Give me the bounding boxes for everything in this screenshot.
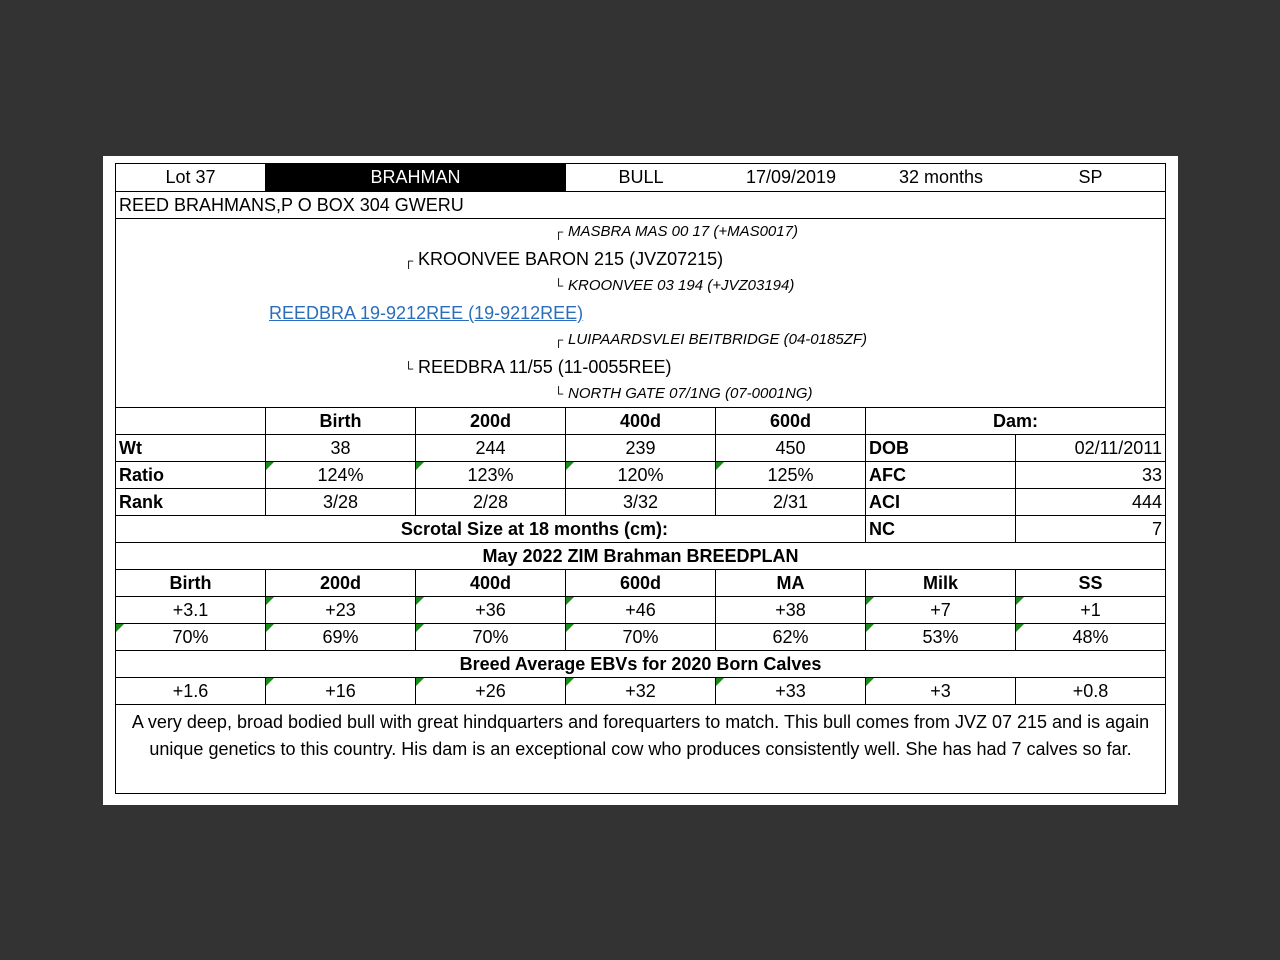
rank-value: 3/32 <box>566 489 716 515</box>
weights-header: 600d <box>716 408 866 434</box>
ratio-value: 124% <box>266 462 416 488</box>
dam-sire-name: LUIPAARDSVLEI BEITBRIDGE (04-0185ZF) <box>568 331 867 348</box>
bracket-top-icon: ┌ <box>404 253 414 268</box>
dam-value: 02/11/2011 <box>1074 438 1162 458</box>
pedigree-dam <box>404 355 671 381</box>
bracket-top-icon: ┌ <box>554 332 564 347</box>
breeder-row <box>116 192 1165 219</box>
bracket-bottom-icon: └ <box>554 386 564 401</box>
row-label: Rank <box>116 489 266 515</box>
sire-dam-name: KROONVEE 03 194 (+JVZ03194) <box>568 277 795 294</box>
weight-value: 244 <box>416 435 566 461</box>
accuracy-value: 53% <box>866 624 1016 650</box>
dam-value: 33 <box>1141 465 1162 485</box>
weights-corner <box>116 408 266 434</box>
weight-value: 38 <box>266 435 416 461</box>
average-value: +1.6 <box>116 678 266 704</box>
dam-dam-name: NORTH GATE 07/1NG (07-0001NG) <box>568 385 813 402</box>
row-label: Wt <box>116 435 266 461</box>
rank-row <box>116 489 1165 516</box>
ebv-header: Birth <box>116 570 266 596</box>
average-value: +32 <box>566 678 716 704</box>
bracket-bottom-icon: └ <box>554 278 564 293</box>
breedplan-title-row <box>116 543 1165 570</box>
average-value: +0.8 <box>1072 681 1109 701</box>
dam-value: 444 <box>1131 492 1162 512</box>
accuracy-value: 70% <box>116 624 266 650</box>
rank-value: 3/28 <box>266 489 416 515</box>
dam-title: Dam: <box>992 411 1038 431</box>
dam-label: NC <box>866 516 1016 542</box>
ebv-header: MA <box>716 570 866 596</box>
weights-header: 200d <box>416 408 566 434</box>
ebv-header: Milk <box>866 570 1016 596</box>
pedigree-sire <box>404 247 723 273</box>
average-value: +33 <box>716 678 866 704</box>
ebv-header: SS <box>1078 573 1103 593</box>
breed-average-title-row <box>116 651 1165 678</box>
accuracy-value: 70% <box>416 624 566 650</box>
bracket-bottom-icon: └ <box>404 361 414 376</box>
ebv-value: +3.1 <box>116 597 266 623</box>
pedigree-sire-dam <box>554 276 794 296</box>
scrotal-label: Scrotal Size at 18 months (cm): <box>400 519 668 539</box>
ebv-value: +7 <box>866 597 1016 623</box>
weights-header: Birth <box>266 408 416 434</box>
dam-value: 7 <box>1151 519 1162 539</box>
sex: BULL <box>618 167 664 187</box>
header-row <box>116 164 1165 192</box>
breed-name: BRAHMAN <box>266 164 566 191</box>
breeder-address: REED BRAHMANS,P O BOX 304 GWERU <box>119 195 464 215</box>
lot-card <box>115 163 1166 794</box>
ebv-header: 600d <box>566 570 716 596</box>
pedigree-sire-sire <box>554 222 798 242</box>
ratio-value: 125% <box>716 462 866 488</box>
age: 32 months <box>898 167 984 187</box>
bracket-top-icon: ┌ <box>554 224 564 239</box>
ebv-value: +36 <box>416 597 566 623</box>
dam-label: ACI <box>866 489 1016 515</box>
dam-label: AFC <box>866 462 1016 488</box>
accuracy-value: 62% <box>716 624 866 650</box>
ebv-header: 200d <box>266 570 416 596</box>
breed-average-title: Breed Average EBVs for 2020 Born Calves <box>459 654 822 674</box>
ebv-value: +1 <box>1016 597 1165 623</box>
lot-number: Lot 37 <box>116 164 266 191</box>
comment-text: A very deep, broad bodied bull with great hindquarters and forequarters to match. This bull comes from JVZ 07 215 and is again unique genetics to this country. His dam is an exceptional cow who produces consistently well. She has had 7 calves so far. <box>131 712 1150 759</box>
breed-average-row <box>116 678 1165 705</box>
status-code: SP <box>1078 167 1103 187</box>
weight-value: 239 <box>566 435 716 461</box>
lot-sheet <box>103 156 1178 805</box>
accuracy-value: 69% <box>266 624 416 650</box>
ebv-row <box>116 597 1165 624</box>
animal-link[interactable]: REEDBRA 19-9212REE (19-9212REE) <box>269 303 584 323</box>
pedigree-dam-dam <box>554 384 813 404</box>
ebv-header: 400d <box>416 570 566 596</box>
dam-name: REEDBRA 11/55 (11-0055REE) <box>418 357 672 377</box>
accuracy-row <box>116 624 1165 651</box>
average-value: +26 <box>416 678 566 704</box>
rank-value: 2/28 <box>416 489 566 515</box>
ratio-row <box>116 462 1165 489</box>
weights-header-row <box>116 408 1165 435</box>
ebv-value: +46 <box>566 597 716 623</box>
breedplan-header-row <box>116 570 1165 597</box>
ratio-value: 120% <box>566 462 716 488</box>
scrotal-row <box>116 516 1165 543</box>
weights-header: 400d <box>566 408 716 434</box>
average-value: +16 <box>266 678 416 704</box>
accuracy-value: 70% <box>566 624 716 650</box>
dam-label: DOB <box>866 435 1016 461</box>
sire-name: KROONVEE BARON 215 (JVZ07215) <box>418 249 724 269</box>
average-value: +3 <box>866 678 1016 704</box>
weight-row <box>116 435 1165 462</box>
breedplan-title: May 2022 ZIM Brahman BREEDPLAN <box>482 546 799 566</box>
accuracy-value: 48% <box>1016 624 1165 650</box>
row-label: Ratio <box>116 462 266 488</box>
pedigree-block <box>116 219 1165 408</box>
ratio-value: 123% <box>416 462 566 488</box>
birth-date: 17/09/2019 <box>745 167 837 187</box>
sire-sire-name: MASBRA MAS 00 17 (+MAS0017) <box>568 223 798 240</box>
weight-value: 450 <box>716 435 866 461</box>
scrotal-value <box>716 516 866 542</box>
rank-value: 2/31 <box>716 489 866 515</box>
ebv-value: +38 <box>716 597 866 623</box>
ebv-value: +23 <box>266 597 416 623</box>
pedigree-dam-sire <box>554 330 867 350</box>
